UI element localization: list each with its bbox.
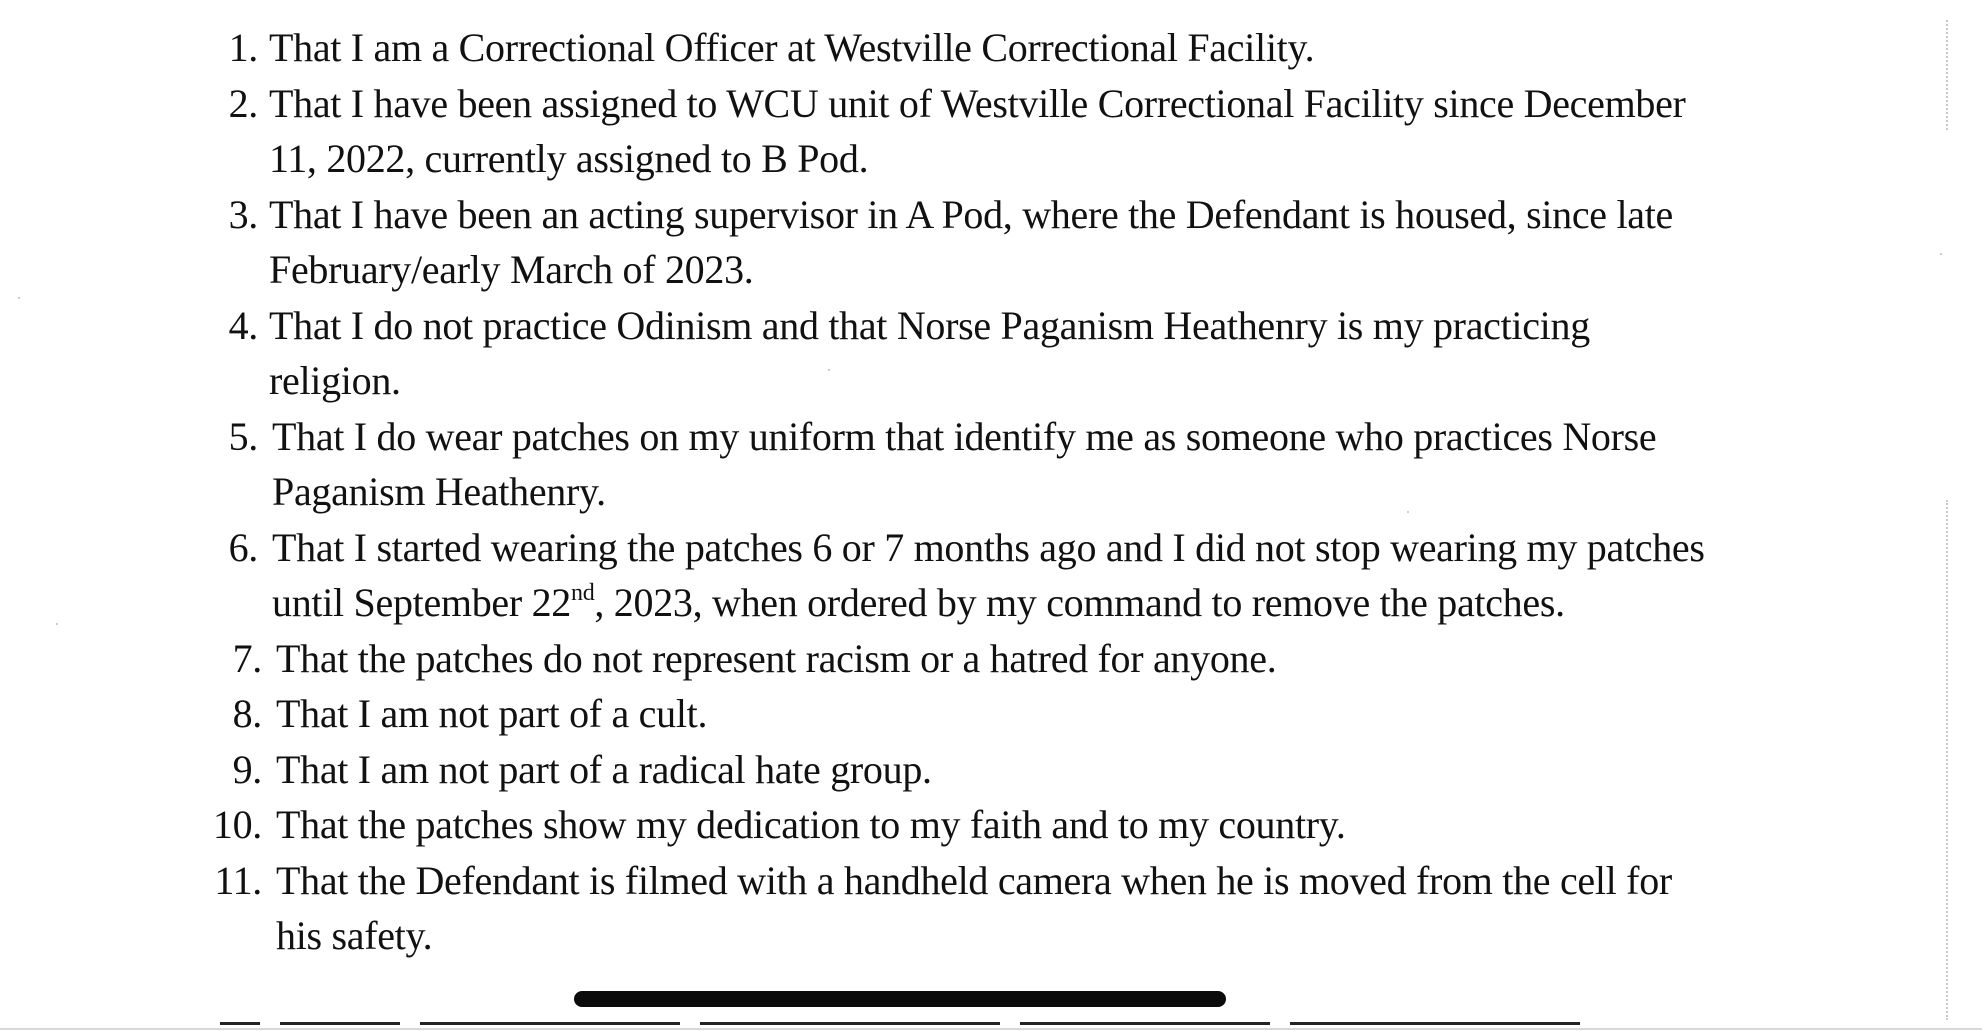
item-number: 1.	[228, 25, 258, 70]
item-number: 6.	[228, 524, 258, 570]
item-number: 10.	[212, 802, 262, 847]
list-item	[0, 298, 1709, 409]
list-item	[0, 187, 1709, 298]
scan-speck	[828, 369, 830, 371]
numbered-statement-list	[0, 20, 1982, 964]
item-text: That I do wear patches on my uniform that identify me as someone who practices Norse Paganism Heathenry.	[272, 413, 1657, 514]
item-number: 4.	[228, 302, 258, 348]
scan-speck	[56, 623, 58, 625]
item-text: That I am a Correctional Officer at Westville Correctional Facility.	[269, 25, 1315, 70]
item-text: That the patches show my dedication to my faith and to my country.	[276, 802, 1346, 847]
list-item	[0, 686, 1716, 742]
item-number: 2.	[228, 80, 258, 126]
item-text	[272, 525, 1705, 626]
scan-edge-dots-bottom	[1946, 500, 1950, 1020]
item-text-before-superscript: That I started wearing the patches 6 or 7 months ago and I did not stop wearing my patches until September 22	[272, 524, 1705, 625]
item-text-after-superscript: , 2023, when ordered by my command to remove the patches.	[594, 580, 1565, 625]
item-text: That I am not part of a cult.	[276, 691, 708, 736]
scan-speck	[18, 297, 20, 299]
list-item	[0, 20, 1709, 76]
list-item	[0, 797, 1716, 853]
item-number: 7.	[232, 635, 262, 681]
item-number: 5.	[228, 413, 258, 459]
item-text: That the Defendant is filmed with a handheld camera when he is moved from the cell for his safety.	[276, 857, 1672, 958]
redaction-bar	[574, 991, 1226, 1007]
page-bottom-edge	[0, 1028, 1982, 1030]
item-text: That I have been an acting supervisor in A Pod, where the Defendant is housed, since late February/early March of 2023.	[269, 191, 1673, 292]
item-number: 9.	[232, 746, 262, 792]
list-item	[0, 742, 1716, 798]
item-number: 8.	[232, 691, 262, 736]
item-text: That the patches do not represent racism or a hatred for anyone.	[276, 635, 1277, 681]
item-number: 11.	[214, 857, 262, 903]
item-number: 3.	[228, 191, 258, 237]
list-item	[0, 76, 1709, 187]
list-item	[0, 853, 1716, 964]
list-item	[0, 409, 1712, 520]
item-text: That I do not practice Odinism and that Norse Paganism Heathenry is my practicing religion.	[269, 302, 1590, 403]
scan-speck	[1940, 253, 1942, 255]
scan-edge-dots-top	[1946, 20, 1950, 130]
item-text: That I have been assigned to WCU unit of Westville Correctional Facility since December 11, 2022, currently assigned to B Pod.	[269, 80, 1686, 181]
list-item	[0, 631, 1716, 687]
scan-speck	[1407, 511, 1409, 513]
ordinal-superscript: nd	[571, 579, 595, 606]
list-item	[0, 520, 1712, 631]
item-text: That I am not part of a radical hate group.	[276, 746, 932, 792]
